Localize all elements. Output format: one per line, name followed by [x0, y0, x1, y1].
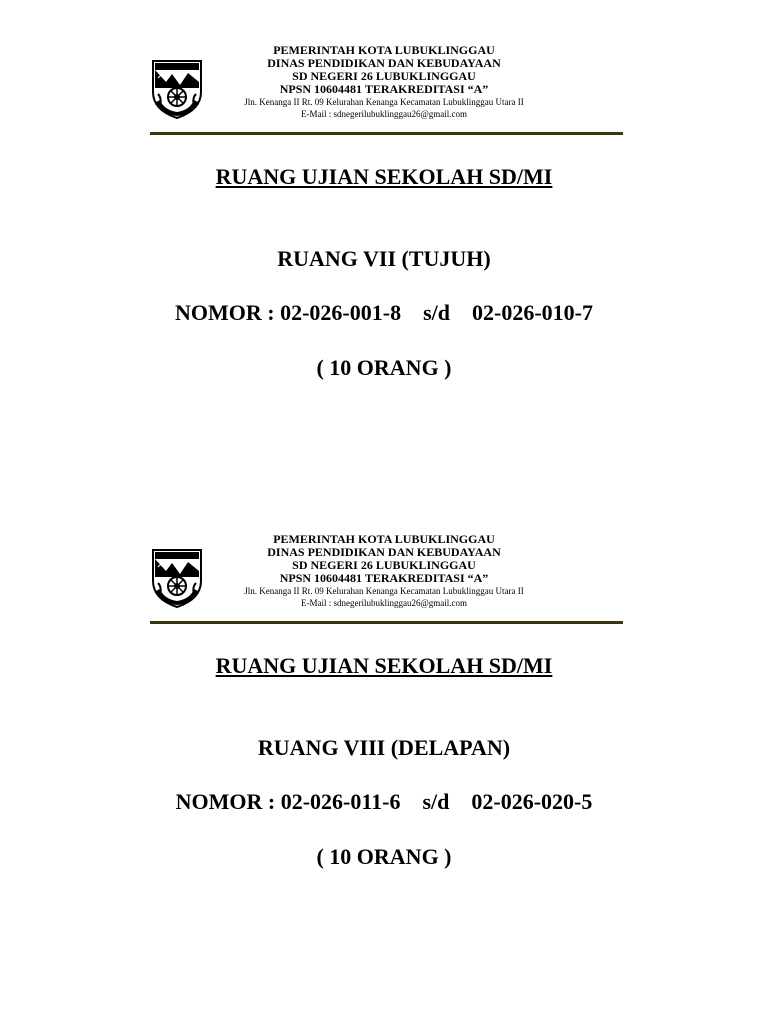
number-from: 02-026-001-8 — [280, 300, 402, 325]
number-range — [0, 300, 768, 326]
exam-title: RUANG UJIAN SEKOLAH SD/MI — [215, 653, 553, 678]
npsn-accreditation: NPSN 10604481 TERAKREDITASI “A” — [279, 82, 489, 96]
number-to: 02-026-020-5 — [471, 789, 593, 814]
number-separator: s/d — [423, 300, 450, 325]
number-from: 02-026-011-6 — [280, 789, 401, 814]
school-email: E-Mail : sdnegerilubuklinggau26@gmail.com — [300, 598, 467, 608]
city-emblem-icon — [150, 547, 204, 609]
school-name: SD NEGERI 26 LUBUKLINGGAU — [292, 69, 476, 83]
school-email: E-Mail : sdnegerilubuklinggau26@gmail.com — [300, 109, 467, 119]
gov-name: PEMERINTAH KOTA LUBUKLINGGAU — [273, 43, 495, 57]
exam-title: RUANG UJIAN SEKOLAH SD/MI — [215, 164, 553, 189]
number-label: NOMOR : — [175, 300, 275, 325]
gov-name: PEMERINTAH KOTA LUBUKLINGGAU — [273, 532, 495, 546]
number-range — [0, 789, 768, 815]
school-address: Jln. Kenanga II Rt. 09 Kelurahan Kenanga Kecamatan Lubuklinggau Utara II — [244, 586, 524, 596]
room-name: RUANG VIII (DELAPAN) — [257, 735, 511, 760]
school-name: SD NEGERI 26 LUBUKLINGGAU — [292, 558, 476, 572]
department-name: DINAS PENDIDIKAN DAN KEBUDAYAAN — [267, 56, 501, 70]
city-emblem-icon — [150, 58, 204, 120]
department-name: DINAS PENDIDIKAN DAN KEBUDAYAAN — [267, 545, 501, 559]
room-card-1 — [0, 43, 768, 380]
number-label: NOMOR : — [175, 789, 276, 814]
letterhead — [0, 44, 768, 136]
letterhead-divider — [150, 621, 623, 624]
school-address: Jln. Kenanga II Rt. 09 Kelurahan Kenanga Kecamatan Lubuklinggau Utara II — [244, 97, 524, 107]
number-to: 02-026-010-7 — [472, 300, 593, 325]
letterhead-text — [210, 44, 558, 120]
npsn-accreditation: NPSN 10604481 TERAKREDITASI “A” — [279, 571, 489, 585]
letterhead-divider — [150, 132, 623, 135]
number-separator: s/d — [422, 789, 450, 814]
participant-count: ( 10 ORANG ) — [316, 844, 452, 869]
letterhead — [0, 533, 768, 625]
letterhead-text — [210, 533, 558, 609]
room-name: RUANG VII (TUJUH) — [277, 246, 491, 271]
room-card-2 — [0, 532, 768, 869]
participant-count: ( 10 ORANG ) — [316, 355, 452, 380]
